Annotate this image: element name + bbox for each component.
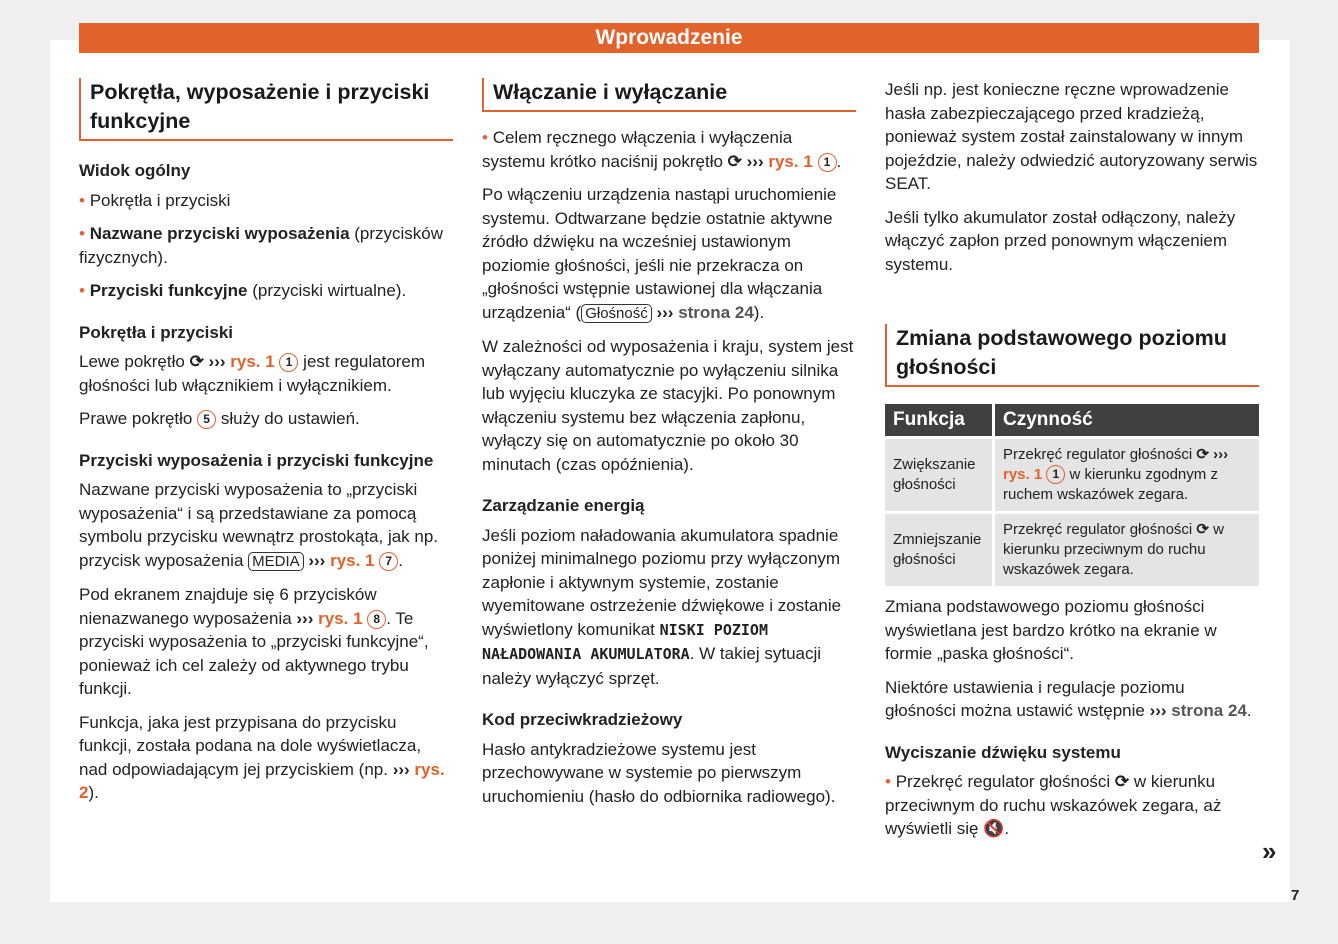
paragraph (885, 595, 1259, 666)
text: służy do ustawień. (216, 409, 360, 428)
text: Jeśli poziom naładowania akumulatora spadnie poniżej minimalnego poziomu przy wyłączonym zapłonie i aktywnym systemie, zostanie wyemitowane ostrzeżenie dźwiękowe i zostanie wyświetlony komunikat (482, 525, 842, 639)
text: w kierunku przeciwnym do ruchu wskazówek zegara, aż wyświetli się (885, 772, 1222, 838)
text: Zmiana podstawowego poziomu głośności wyświetlana jest bardzo krótko na ekranie w formie „paska głośności“. (885, 597, 1217, 663)
action-cell (995, 514, 1259, 586)
paragraph (482, 183, 856, 325)
function-cell: Zmniejszanie głośności (885, 514, 992, 586)
subheading: Kod przeciwkradzieżowy (482, 710, 683, 729)
callout-number: 5 (197, 410, 216, 429)
column-3 (885, 78, 1259, 851)
knob-icon: ⟳ (189, 352, 204, 371)
callout-number: 8 (367, 610, 386, 629)
text: Jeśli np. jest konieczne ręczne wprowadzenie hasła zabezpieczającego przed kradzieżą, ponieważ system został zainstalowany w innym pojeździe, należy odwiedzić autoryzowany serwis SEAT. (885, 80, 1258, 193)
text: w kierunku przeciwnym do ruchu wskazówek zegara. (1003, 521, 1224, 578)
text: ). (753, 302, 765, 322)
text: (przycisków fizycznych). (79, 224, 444, 267)
paragraph (482, 335, 856, 476)
subheading: Wyciszanie dźwięku systemu (885, 742, 1121, 762)
text: Hasło antykradzieżowe systemu jest przechowywane w systemie po pierwszym uruchomieniu (hasło do odbiornika radiowego). (482, 739, 836, 806)
paragraph (482, 126, 856, 173)
paragraph (79, 279, 453, 303)
text: Po włączeniu urządzenia nastąpi uruchomienie systemu. Odtwarzane będzie ostatnie aktywne źródło dźwięku na wcześniej ustawionym poziomie głośności, jeśli nie przekracza on „głośności wstępnie ustawionej dla włączania urządzenia“ ( (482, 185, 837, 322)
hardware-button-label: MEDIA (248, 552, 304, 571)
reference-arrows: ››› (741, 151, 769, 171)
reference-arrows: ››› (1149, 701, 1172, 720)
knob-icon: ⟳ (1114, 772, 1130, 791)
text: Jeśli tylko akumulator został odłączony, należy włączyć zapłon przed ponownym włączeniem systemu. (885, 207, 1236, 274)
table-row (885, 439, 1259, 511)
table-header-row (885, 404, 1259, 436)
figure-reference-link[interactable]: rys. 1 (330, 550, 375, 570)
table-header-cell: Czynność (995, 404, 1259, 436)
callout-number: 1 (279, 353, 298, 372)
reference-arrows: ››› (203, 352, 231, 371)
paragraph (79, 189, 453, 213)
reference-arrows: ››› (1209, 446, 1229, 463)
text: Prawe pokrętło (79, 409, 198, 428)
paragraph (885, 78, 1259, 196)
reference-arrows: ››› (303, 550, 331, 570)
subheading: Pokrętła i przyciski (79, 322, 234, 342)
text: Przekręć regulator głośności (1003, 521, 1197, 538)
text: Pod ekranem znajduje się 6 przycisków nienazwanego wyposażenia (79, 585, 377, 628)
figure-reference-link[interactable]: rys. 1 (1003, 466, 1043, 483)
column-1 (79, 78, 453, 815)
section-heading: Zmiana podstawowego poziomu głośności (885, 324, 1259, 387)
bold-text: Przyciski funkcyjne (89, 281, 248, 300)
figure-reference-link[interactable]: rys. 2 (79, 759, 445, 802)
text: Niektóre ustawienia i regulacje poziomu głośności można ustawić wstępnie (885, 677, 1185, 720)
paragraph (482, 524, 856, 691)
paragraph (885, 770, 1259, 841)
text: Lewe pokrętło (79, 352, 190, 371)
table-header-cell: Funkcja (885, 404, 992, 436)
text: . (1004, 819, 1010, 838)
subheading: Widok ogólny (79, 161, 191, 180)
knob-icon: ⟳ (727, 151, 742, 171)
text: . W takiej sytuacji należy wyłączyć sprzęt. (482, 644, 822, 688)
reference-arrows: ››› (392, 759, 415, 779)
volume-table (882, 401, 1262, 589)
reference-arrows: ››› (651, 302, 679, 322)
callout-number: 1 (818, 153, 837, 172)
action-cell (995, 439, 1259, 511)
text: Przekręć regulator głośności (1003, 446, 1197, 463)
paragraph (79, 478, 453, 573)
paragraph (482, 738, 856, 809)
page-reference-link[interactable]: strona 24 (678, 302, 754, 322)
text: Celem ręcznego włączenia i wyłączenia systemu krótko naciśnij pokrętło (482, 128, 793, 171)
text: Przekręć regulator głośności (895, 772, 1115, 791)
page-number: 7 (1291, 887, 1300, 904)
text: . (1246, 701, 1252, 720)
knob-icon: ⟳ (1196, 521, 1209, 538)
callout-number: 7 (379, 552, 398, 571)
hardware-button-label: Głośność (581, 304, 652, 323)
text: ). (88, 783, 99, 802)
figure-reference-link[interactable]: rys. 1 (230, 352, 275, 371)
reference-arrows: ››› (296, 608, 319, 628)
text: . (398, 550, 403, 570)
subheading: Przyciski wyposażenia i przyciski funkcyjne (79, 450, 434, 470)
paragraph (79, 407, 453, 431)
knob-icon: 🔇 (983, 819, 1005, 838)
text (813, 152, 818, 171)
bullet: • (885, 772, 896, 791)
subheading: Zarządzanie energią (482, 496, 645, 515)
paragraph (79, 583, 453, 701)
section-heading: Pokrętła, wyposażenie i przyciski funkcyjne (79, 78, 453, 141)
bullet: • (79, 190, 90, 210)
bold-text: Nazwane przyciski wyposażenia (89, 224, 350, 243)
text: Funkcja, jaka jest przypisana do przycisku funkcji, została podana na dole wyświetlacza, nad odpowiadającym jej przyciskiem (np. (79, 712, 422, 779)
page-reference-link[interactable]: strona 24 (1171, 701, 1247, 720)
bullet: • (79, 281, 90, 300)
section-header: Wprowadzenie (79, 23, 1259, 53)
spacer (885, 286, 1259, 324)
paragraph (885, 676, 1259, 723)
continued-marker: » (1262, 836, 1277, 866)
paragraph (885, 206, 1259, 277)
text: Nazwane przyciski wyposażenia to „przyciski wyposażenia“ i są przedstawiane za pomocą symbolu przycisku wewnątrz prostokąta, jak np. przycisk wyposażenia (79, 480, 439, 570)
paragraph (79, 350, 453, 397)
paragraph (79, 222, 453, 269)
figure-reference-link[interactable]: rys. 1 (318, 608, 363, 628)
function-cell: Zwiększanie głośności (885, 439, 992, 511)
bullet: • (482, 128, 493, 147)
knob-icon: ⟳ (1196, 446, 1209, 463)
bullet: • (79, 224, 90, 243)
text: jest regulatorem głośności lub włącznikiem i wyłącznikiem. (79, 352, 426, 395)
table-row (885, 514, 1259, 586)
display-message: NISKI POZIOM NAŁADOWANIA AKUMULATORA (482, 620, 768, 663)
figure-reference-link[interactable]: rys. 1 (768, 151, 813, 171)
text: (przyciski wirtualne). (247, 281, 407, 300)
text: W zależności od wyposażenia i kraju, system jest wyłączany automatycznie po wyłączeniu silnika lub wyjęciu kluczyka ze stacyjki. Po ponownym włączeniu systemu bez włączenia zapłonu, wyłączy się on automatycznie po około 30 minutach (czas opóźnienia). (482, 337, 854, 474)
text: . (836, 151, 842, 171)
paragraph (79, 711, 453, 805)
text: w kierunku zgodnym z ruchem wskazówek zegara. (1003, 466, 1218, 503)
text: . Te przyciski wyposażenia to „przyciski funkcyjne“, ponieważ ich cel zależy od aktywnego trybu funkcji. (79, 608, 429, 698)
section-heading: Włączanie i wyłączanie (482, 78, 856, 112)
column-2 (482, 78, 856, 818)
text: Pokrętła i przyciski (89, 190, 231, 210)
callout-number: 1 (1046, 465, 1065, 484)
